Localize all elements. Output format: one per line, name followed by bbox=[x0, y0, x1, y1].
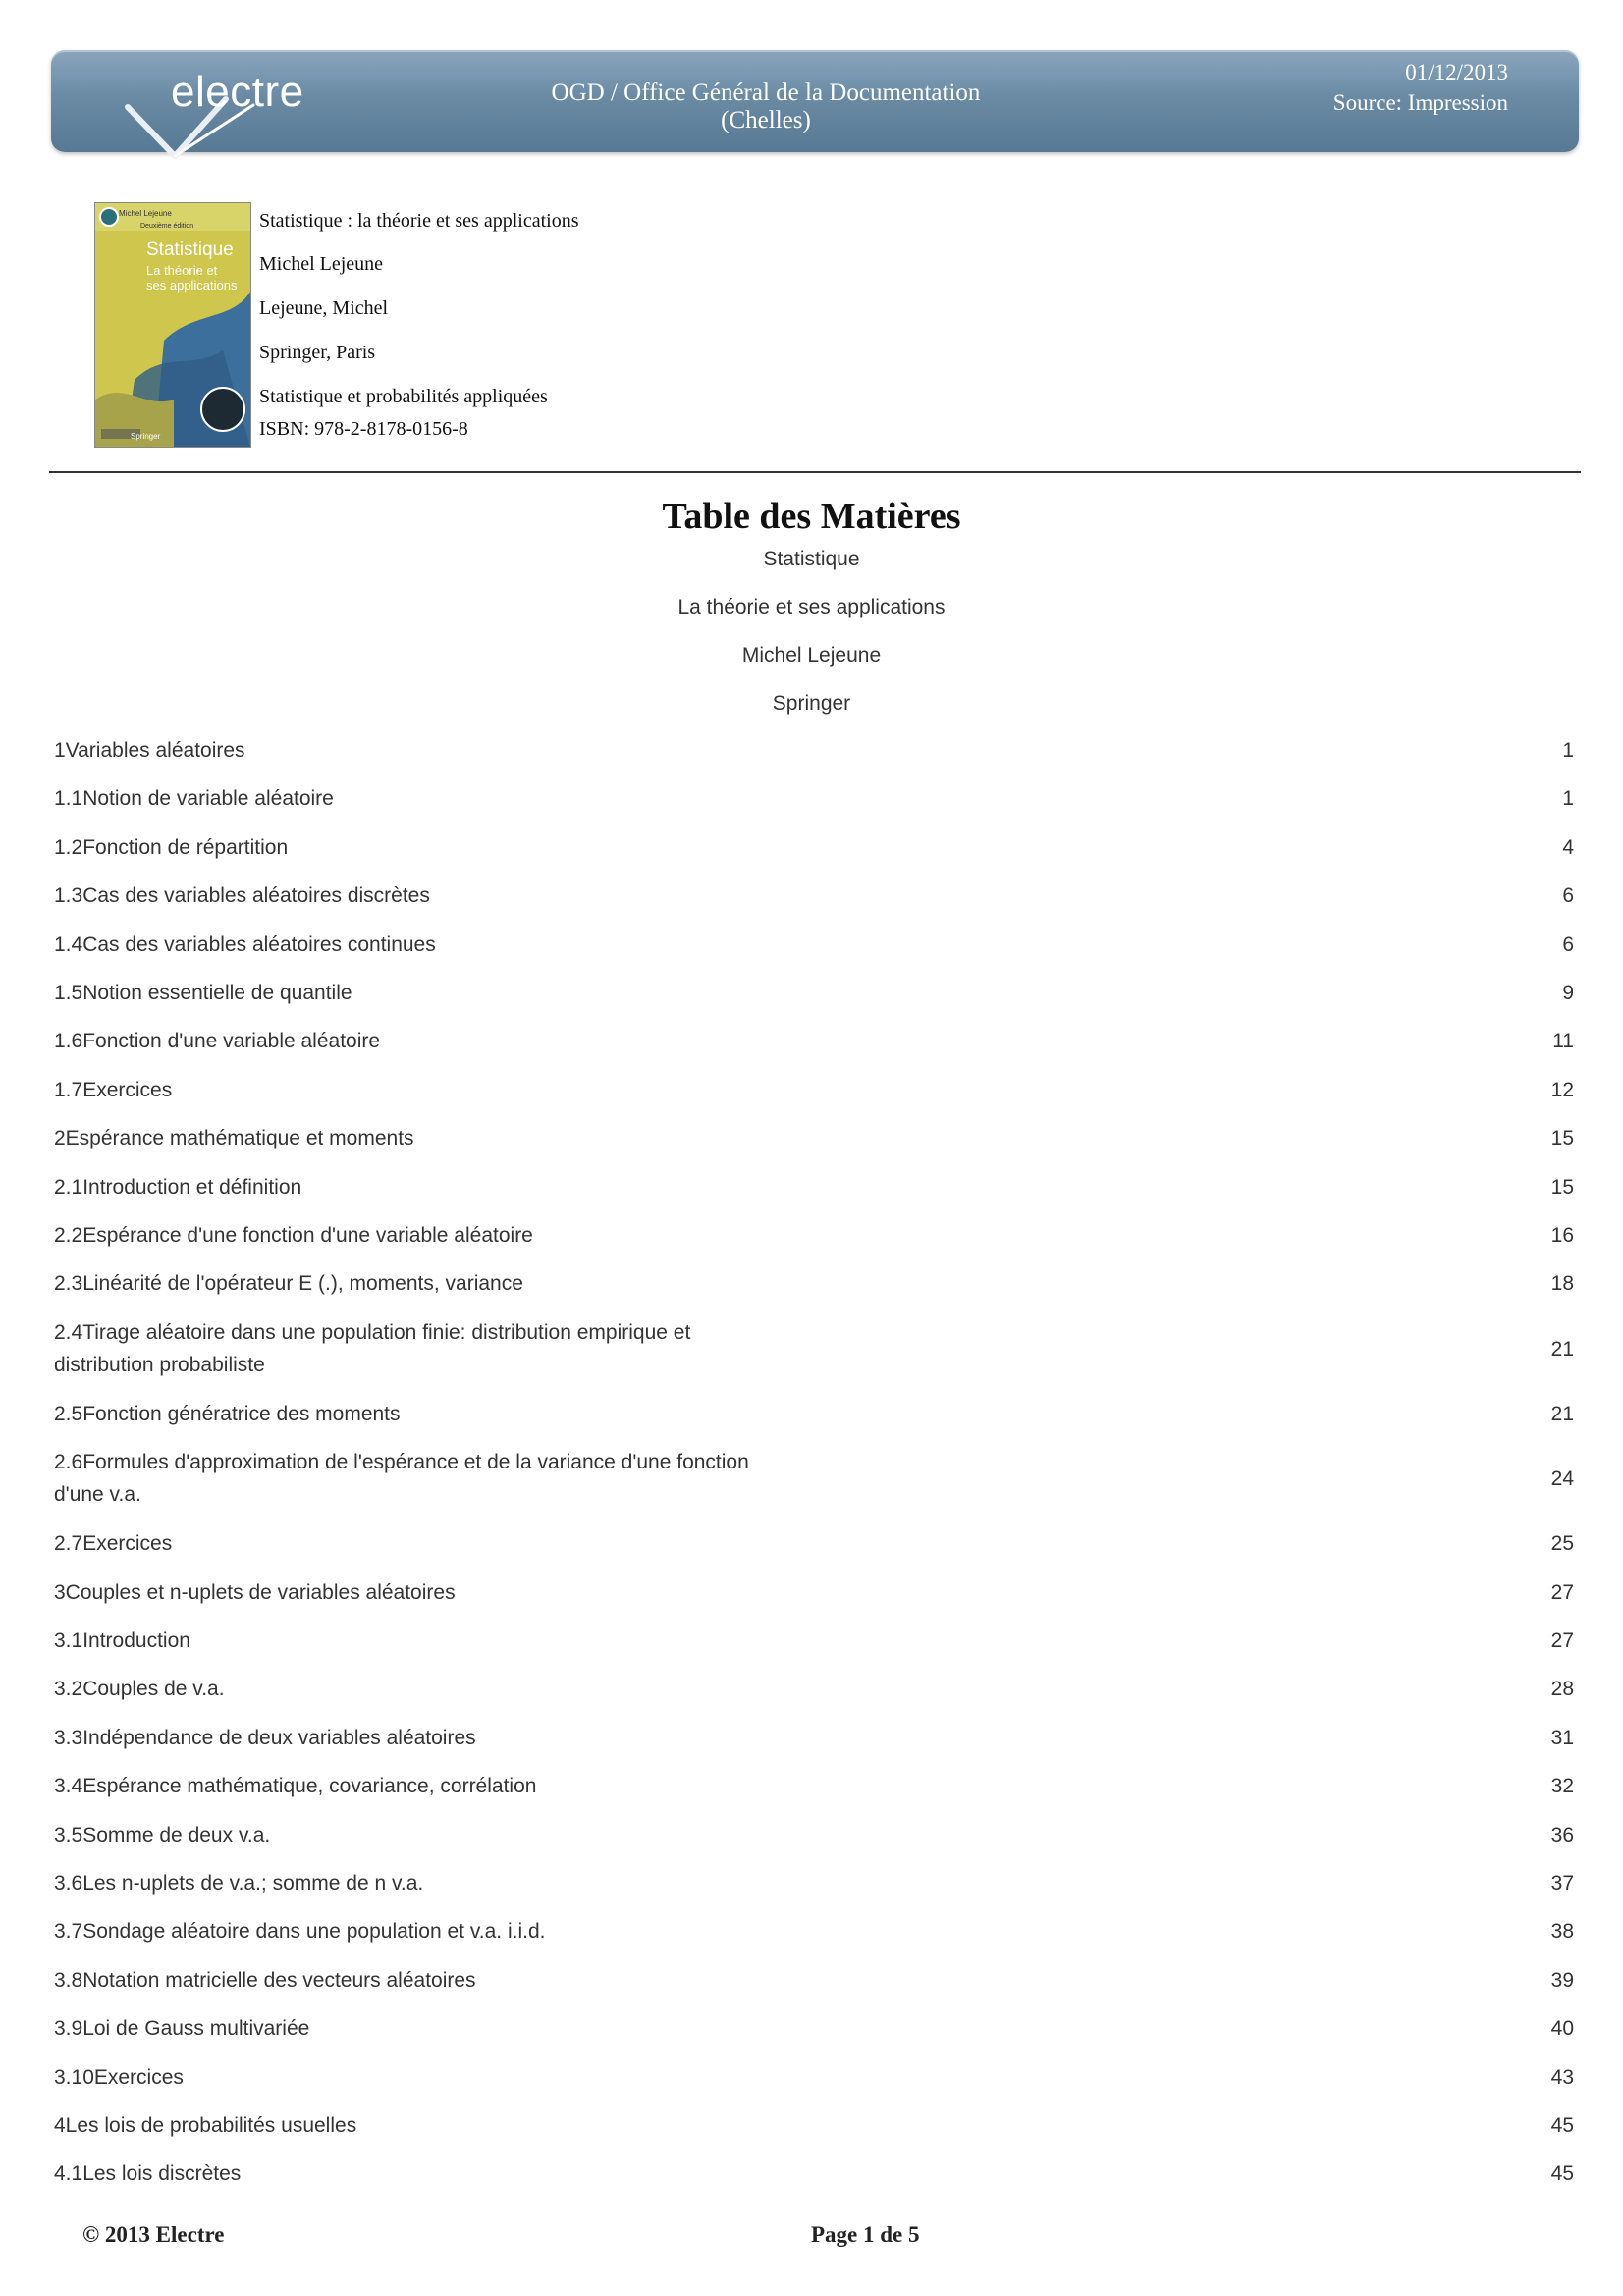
toc-entry bbox=[54, 1867, 1574, 1915]
cover-author: Michel Lejeune bbox=[119, 209, 172, 218]
book-title: Statistique : la théorie et ses applications bbox=[259, 210, 579, 232]
toc-entry bbox=[54, 1219, 1574, 1267]
toc-entry bbox=[54, 831, 1574, 880]
toc-entry-label: 2.7Exercices bbox=[54, 1532, 173, 1556]
toc-entry-page: 27 bbox=[1550, 1629, 1574, 1652]
toc-entry-page: 37 bbox=[1550, 1872, 1574, 1895]
toc-entry-label: 1.7Exercices bbox=[54, 1078, 173, 1101]
toc-entry-label: 3Couples et n-uplets de variables aléatoires bbox=[54, 1580, 456, 1604]
toc-entry-label: 3.1Introduction bbox=[54, 1629, 190, 1652]
toc-entry bbox=[54, 734, 1574, 782]
toc-entry bbox=[54, 1576, 1574, 1625]
toc-entry-label: 2.6Formules d'approximation de l'espérance et de la variance d'une fonction d'une v.a. bbox=[54, 1451, 749, 1507]
toc-entry bbox=[54, 977, 1574, 1025]
toc-entry bbox=[54, 1770, 1574, 1818]
footer-page-number: Page 1 de 5 bbox=[811, 2222, 920, 2247]
toc-entry-page: 12 bbox=[1550, 1078, 1574, 1101]
cover-edition: Deuxième édition bbox=[140, 223, 194, 230]
toc-entry-label: 1.4Cas des variables aléatoires continues bbox=[54, 933, 436, 956]
toc-entry-page: 18 bbox=[1550, 1272, 1574, 1296]
toc-entry bbox=[54, 1025, 1574, 1073]
toc-entry-page: 21 bbox=[1550, 1402, 1574, 1425]
toc-entry-page: 24 bbox=[1550, 1468, 1574, 1491]
toc-entry-page: 11 bbox=[1552, 1030, 1574, 1053]
book-author-inverted: Lejeune, Michel bbox=[259, 297, 389, 319]
toc-entry bbox=[54, 1171, 1574, 1219]
toc-entry bbox=[54, 2109, 1574, 2158]
cover-title-line-3: ses applications bbox=[146, 278, 238, 293]
cover-publisher: Springer bbox=[131, 432, 161, 441]
toc-entry-page: 25 bbox=[1550, 1532, 1574, 1556]
header-source: Source: Impression bbox=[1332, 90, 1508, 115]
footer-copyright: © 2013 Electre bbox=[82, 2222, 225, 2247]
toc-entry-label: 3.9Loi de Gauss multivariée bbox=[54, 2017, 310, 2041]
toc-entry-label: 1.1Notion de variable aléatoire bbox=[54, 787, 334, 811]
toc-entry-page: 40 bbox=[1550, 2017, 1574, 2041]
book-publisher: Springer, Paris bbox=[259, 342, 376, 363]
toc-entry bbox=[54, 1673, 1574, 1721]
toc-entry-label: 2.1Introduction et définition bbox=[54, 1175, 302, 1199]
toc-entry bbox=[54, 1819, 1574, 1867]
toc-entry-label: 2.3Linéarité de l'opérateur E (.), moments, variance bbox=[54, 1272, 523, 1296]
toc-entry-label: 3.4Espérance mathématique, covariance, corrélation bbox=[54, 1775, 537, 1798]
toc-entry bbox=[54, 1446, 1574, 1527]
toc-entry-page: 31 bbox=[1550, 1726, 1574, 1749]
divider bbox=[49, 471, 1581, 473]
toc-entry bbox=[54, 1915, 1574, 1963]
toc-entry-page: 15 bbox=[1550, 1127, 1574, 1150]
toc-entry-page: 38 bbox=[1550, 1920, 1574, 1944]
toc-publisher: Springer bbox=[772, 692, 851, 715]
header-date: 01/12/2013 bbox=[1405, 60, 1508, 84]
toc-subsubtitle: La théorie et ses applications bbox=[677, 596, 946, 618]
toc-entry-page: 27 bbox=[1550, 1580, 1574, 1604]
toc-entry bbox=[54, 1722, 1574, 1770]
toc-entry bbox=[54, 2061, 1574, 2109]
toc-entry-label: 1.2Fonction de répartition bbox=[54, 835, 289, 859]
toc-entry-page: 1 bbox=[1562, 787, 1574, 811]
toc-entry-page: 15 bbox=[1550, 1175, 1574, 1199]
toc-entry-page: 28 bbox=[1550, 1678, 1574, 1701]
toc-entry-page: 45 bbox=[1550, 2114, 1574, 2137]
toc-entry bbox=[54, 2012, 1574, 2060]
toc-entry-page: 4 bbox=[1562, 835, 1574, 859]
toc-heading: Table des Matières bbox=[662, 496, 961, 537]
toc-entry-page: 16 bbox=[1550, 1224, 1574, 1247]
toc-entry-label: 3.10Exercices bbox=[54, 2065, 184, 2089]
toc-entry-label: 4.1Les lois discrètes bbox=[54, 2163, 242, 2186]
toc-entry-label: 2Espérance mathématique et moments bbox=[54, 1127, 414, 1150]
toc-author: Michel Lejeune bbox=[741, 644, 882, 667]
toc-entry bbox=[54, 1398, 1574, 1446]
logo-text: electre bbox=[171, 68, 304, 116]
toc-entry-page: 36 bbox=[1550, 1823, 1574, 1846]
header-title: OGD / Office Général de la Documentation (Chelles) bbox=[551, 80, 981, 133]
toc-entry bbox=[54, 1074, 1574, 1122]
toc-entry-label: 3.3Indépendance de deux variables aléatoires bbox=[54, 1726, 476, 1749]
toc-entry-label: 3.7Sondage aléatoire dans une population et v.a. i.i.d. bbox=[54, 1920, 546, 1944]
toc-entry bbox=[54, 1122, 1574, 1170]
toc-entry-page: 39 bbox=[1550, 1968, 1574, 1992]
book-author: Michel Lejeune bbox=[259, 253, 384, 275]
toc-entry-page: 45 bbox=[1550, 2163, 1574, 2186]
book-series: Statistique et probabilités appliquées bbox=[259, 386, 548, 407]
toc-entry-page: 1 bbox=[1562, 739, 1574, 762]
toc-entry-label: 1.5Notion essentielle de quantile bbox=[54, 982, 352, 1004]
toc-entry-label: 2.5Fonction génératrice des moments bbox=[54, 1402, 401, 1425]
toc-entry-label: 1.6Fonction d'une variable aléatoire bbox=[54, 1030, 381, 1053]
toc-subtitle: Statistique bbox=[763, 548, 860, 570]
toc-entry-label: 3.5Somme de deux v.a. bbox=[54, 1823, 271, 1846]
toc-entry-label: 3.2Couples de v.a. bbox=[54, 1678, 225, 1701]
toc-entry-label: 1Variables aléatoires bbox=[54, 739, 245, 762]
book-isbn: ISBN: 978-2-8178-0156-8 bbox=[259, 418, 468, 440]
toc-entry-page: 9 bbox=[1562, 982, 1574, 1004]
cover-title-line-1: Statistique bbox=[146, 240, 234, 260]
toc-entry-page: 6 bbox=[1562, 884, 1574, 908]
toc-entry bbox=[54, 2158, 1574, 2206]
toc-entry-page: 43 bbox=[1550, 2065, 1574, 2089]
toc-entry-label: 3.8Notation matricielle des vecteurs aléatoires bbox=[54, 1968, 476, 1992]
toc-entry bbox=[54, 782, 1574, 830]
toc-entry bbox=[54, 880, 1574, 928]
toc-entry-page: 6 bbox=[1562, 933, 1574, 956]
toc-entry-label: 4Les lois de probabilités usuelles bbox=[54, 2114, 357, 2137]
toc-entry-page: 21 bbox=[1550, 1337, 1574, 1361]
cover-title-line-2: La théorie et bbox=[146, 263, 218, 278]
toc-entry bbox=[54, 1267, 1574, 1315]
toc-entry-label: 2.4Tirage aléatoire dans une population finie: distribution empirique et distribution probabiliste bbox=[54, 1320, 691, 1376]
electre-logo bbox=[120, 60, 316, 178]
book-cover-image bbox=[94, 202, 251, 448]
toc-entry bbox=[54, 1625, 1574, 1673]
toc-entry-label: 1.3Cas des variables aléatoires discrètes bbox=[54, 884, 430, 908]
toc-entry-label: 2.2Espérance d'une fonction d'une variable aléatoire bbox=[54, 1224, 533, 1247]
header-banner bbox=[51, 50, 1579, 152]
toc-entry bbox=[54, 1964, 1574, 2012]
toc-entry bbox=[54, 1527, 1574, 1575]
toc-entry bbox=[54, 929, 1574, 977]
toc-entry-label: 3.6Les n-uplets de v.a.; somme de n v.a. bbox=[54, 1872, 424, 1895]
toc-entry bbox=[54, 1316, 1574, 1398]
toc-entry-page: 32 bbox=[1550, 1775, 1574, 1798]
